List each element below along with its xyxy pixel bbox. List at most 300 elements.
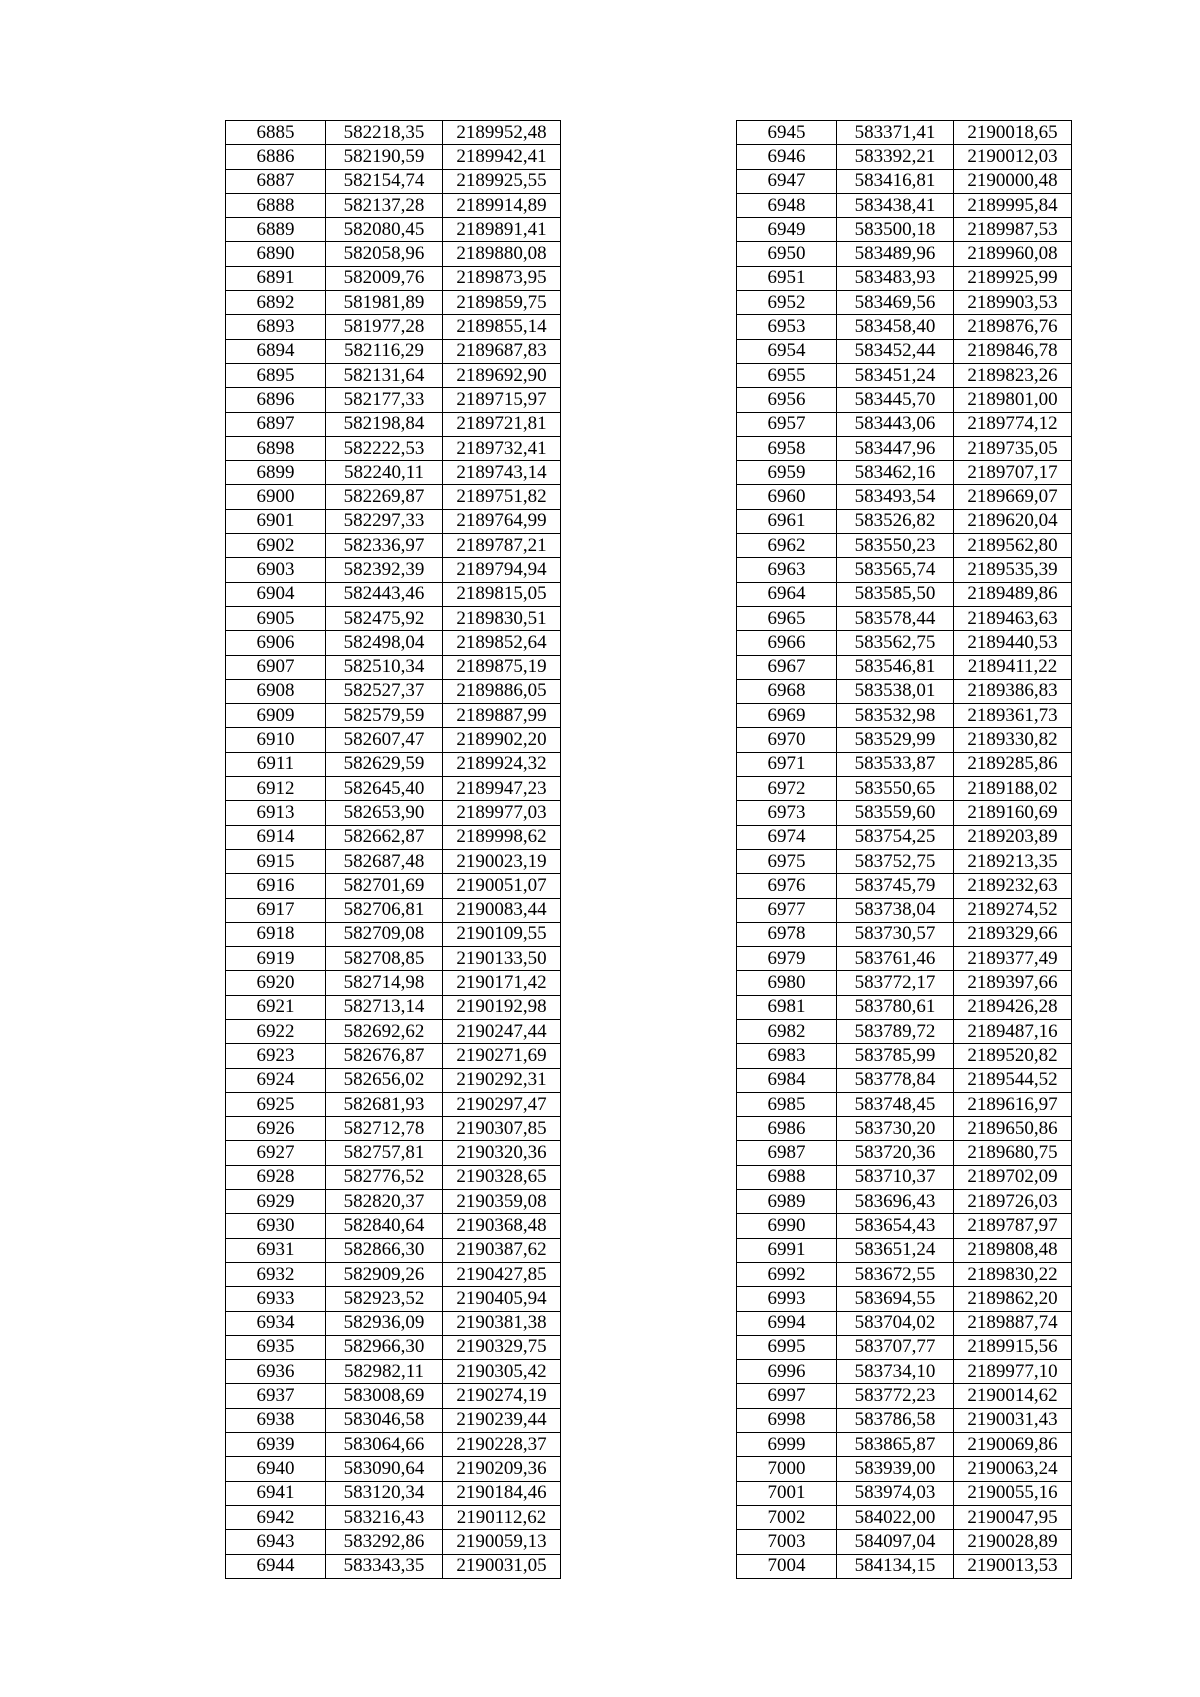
x-coordinate-cell: 582510,34	[326, 655, 443, 679]
table-row	[226, 1530, 561, 1554]
x-coordinate-cell: 583696,43	[837, 1190, 954, 1214]
table-row	[737, 704, 1072, 728]
x-coordinate-cell: 583550,65	[837, 777, 954, 801]
point-number-cell: 6936	[226, 1360, 326, 1384]
point-number-cell: 6892	[226, 291, 326, 315]
point-number-cell: 6983	[737, 1044, 837, 1068]
y-coordinate-cell: 2189915,56	[954, 1335, 1072, 1359]
y-coordinate-cell: 2189977,03	[443, 801, 561, 825]
table-row	[737, 242, 1072, 266]
y-coordinate-cell: 2189616,97	[954, 1092, 1072, 1116]
x-coordinate-cell: 583292,86	[326, 1530, 443, 1554]
x-coordinate-cell: 582527,37	[326, 679, 443, 703]
x-coordinate-cell: 583772,23	[837, 1384, 954, 1408]
table-row	[226, 1360, 561, 1384]
y-coordinate-cell: 2189213,35	[954, 849, 1072, 873]
y-coordinate-cell: 2190013,53	[954, 1554, 1072, 1578]
point-number-cell: 6902	[226, 534, 326, 558]
point-number-cell: 6977	[737, 898, 837, 922]
table-row	[737, 1117, 1072, 1141]
point-number-cell: 6963	[737, 558, 837, 582]
point-number-cell: 6916	[226, 874, 326, 898]
x-coordinate-cell: 583532,98	[837, 704, 954, 728]
x-coordinate-cell: 582645,40	[326, 777, 443, 801]
point-number-cell: 6975	[737, 849, 837, 873]
y-coordinate-cell: 2189925,99	[954, 266, 1072, 290]
y-coordinate-cell: 2190083,44	[443, 898, 561, 922]
y-coordinate-cell: 2189846,78	[954, 339, 1072, 363]
point-number-cell: 6988	[737, 1165, 837, 1189]
table-row	[737, 461, 1072, 485]
table-row	[737, 655, 1072, 679]
x-coordinate-cell: 583216,43	[326, 1505, 443, 1529]
x-coordinate-cell: 582709,08	[326, 922, 443, 946]
y-coordinate-cell: 2189743,14	[443, 461, 561, 485]
point-number-cell: 6913	[226, 801, 326, 825]
point-number-cell: 6985	[737, 1092, 837, 1116]
point-number-cell: 6915	[226, 849, 326, 873]
point-number-cell: 6899	[226, 461, 326, 485]
table-row	[226, 266, 561, 290]
point-number-cell: 6924	[226, 1068, 326, 1092]
y-coordinate-cell: 2190292,31	[443, 1068, 561, 1092]
x-coordinate-cell: 583483,93	[837, 266, 954, 290]
table-row	[226, 995, 561, 1019]
point-number-cell: 6907	[226, 655, 326, 679]
x-coordinate-cell: 582676,87	[326, 1044, 443, 1068]
point-number-cell: 6901	[226, 509, 326, 533]
y-coordinate-cell: 2189903,53	[954, 291, 1072, 315]
table-row	[226, 898, 561, 922]
x-coordinate-cell: 583785,99	[837, 1044, 954, 1068]
point-number-cell: 7000	[737, 1457, 837, 1481]
table-row	[737, 1481, 1072, 1505]
table-row	[226, 461, 561, 485]
x-coordinate-cell: 582701,69	[326, 874, 443, 898]
x-coordinate-cell: 583447,96	[837, 436, 954, 460]
point-number-cell: 6933	[226, 1287, 326, 1311]
y-coordinate-cell: 2189702,09	[954, 1165, 1072, 1189]
y-coordinate-cell: 2189925,55	[443, 169, 561, 193]
x-coordinate-cell: 583443,06	[837, 412, 954, 436]
table-row	[226, 1408, 561, 1432]
x-coordinate-cell: 583546,81	[837, 655, 954, 679]
y-coordinate-cell: 2189830,51	[443, 606, 561, 630]
table-row	[226, 704, 561, 728]
y-coordinate-cell: 2189620,04	[954, 509, 1072, 533]
point-number-cell: 6943	[226, 1530, 326, 1554]
point-number-cell: 6944	[226, 1554, 326, 1578]
y-coordinate-cell: 2190047,95	[954, 1505, 1072, 1529]
point-number-cell: 6895	[226, 363, 326, 387]
point-number-cell: 6914	[226, 825, 326, 849]
y-coordinate-cell: 2190271,69	[443, 1044, 561, 1068]
point-number-cell: 6950	[737, 242, 837, 266]
x-coordinate-cell: 582714,98	[326, 971, 443, 995]
table-row	[737, 1311, 1072, 1335]
y-coordinate-cell: 2190307,85	[443, 1117, 561, 1141]
y-coordinate-cell: 2190274,19	[443, 1384, 561, 1408]
y-coordinate-cell: 2190427,85	[443, 1262, 561, 1286]
point-number-cell: 7001	[737, 1481, 837, 1505]
x-coordinate-cell: 582080,45	[326, 218, 443, 242]
table-row	[226, 1384, 561, 1408]
table-row	[737, 1457, 1072, 1481]
table-row	[737, 874, 1072, 898]
table-row	[226, 169, 561, 193]
point-number-cell: 6981	[737, 995, 837, 1019]
x-coordinate-cell: 582475,92	[326, 606, 443, 630]
y-coordinate-cell: 2189692,90	[443, 363, 561, 387]
point-number-cell: 6974	[737, 825, 837, 849]
x-coordinate-cell: 583654,43	[837, 1214, 954, 1238]
point-number-cell: 6995	[737, 1335, 837, 1359]
x-coordinate-cell: 583754,25	[837, 825, 954, 849]
point-number-cell: 6922	[226, 1019, 326, 1043]
point-number-cell: 6923	[226, 1044, 326, 1068]
y-coordinate-cell: 2189377,49	[954, 947, 1072, 971]
x-coordinate-cell: 582840,64	[326, 1214, 443, 1238]
point-number-cell: 6938	[226, 1408, 326, 1432]
x-coordinate-cell: 582629,59	[326, 752, 443, 776]
x-coordinate-cell: 582392,39	[326, 558, 443, 582]
point-number-cell: 6889	[226, 218, 326, 242]
y-coordinate-cell: 2189715,97	[443, 388, 561, 412]
table-row	[226, 1311, 561, 1335]
x-coordinate-cell: 582982,11	[326, 1360, 443, 1384]
point-number-cell: 6954	[737, 339, 837, 363]
point-number-cell: 6971	[737, 752, 837, 776]
point-number-cell: 6931	[226, 1238, 326, 1262]
point-number-cell: 6956	[737, 388, 837, 412]
point-number-cell: 6935	[226, 1335, 326, 1359]
x-coordinate-cell: 583008,69	[326, 1384, 443, 1408]
x-coordinate-cell: 583710,37	[837, 1165, 954, 1189]
y-coordinate-cell: 2190228,37	[443, 1433, 561, 1457]
y-coordinate-cell: 2189862,20	[954, 1287, 1072, 1311]
table-row	[226, 1214, 561, 1238]
table-row	[737, 631, 1072, 655]
table-row	[226, 874, 561, 898]
x-coordinate-cell: 582154,74	[326, 169, 443, 193]
point-number-cell: 6910	[226, 728, 326, 752]
table-row	[737, 995, 1072, 1019]
point-number-cell: 6900	[226, 485, 326, 509]
point-number-cell: 6980	[737, 971, 837, 995]
table-row	[737, 1433, 1072, 1457]
x-coordinate-cell: 582757,81	[326, 1141, 443, 1165]
y-coordinate-cell: 2189960,08	[954, 242, 1072, 266]
point-number-cell: 6989	[737, 1190, 837, 1214]
x-coordinate-cell: 583451,24	[837, 363, 954, 387]
point-number-cell: 6903	[226, 558, 326, 582]
point-number-cell: 6996	[737, 1360, 837, 1384]
y-coordinate-cell: 2189942,41	[443, 145, 561, 169]
point-number-cell: 6968	[737, 679, 837, 703]
y-coordinate-cell: 2189411,22	[954, 655, 1072, 679]
point-number-cell: 7002	[737, 1505, 837, 1529]
x-coordinate-cell: 582131,64	[326, 363, 443, 387]
y-coordinate-cell: 2190405,94	[443, 1287, 561, 1311]
y-coordinate-cell: 2190000,48	[954, 169, 1072, 193]
y-coordinate-cell: 2189330,82	[954, 728, 1072, 752]
point-number-cell: 6966	[737, 631, 837, 655]
y-coordinate-cell: 2190239,44	[443, 1408, 561, 1432]
table-row	[226, 558, 561, 582]
point-number-cell: 6930	[226, 1214, 326, 1238]
table-row	[737, 412, 1072, 436]
coordinates-table-right	[736, 120, 1072, 1579]
point-number-cell: 6969	[737, 704, 837, 728]
point-number-cell: 6891	[226, 266, 326, 290]
point-number-cell: 6897	[226, 412, 326, 436]
table-row	[737, 266, 1072, 290]
x-coordinate-cell: 583559,60	[837, 801, 954, 825]
point-number-cell: 6953	[737, 315, 837, 339]
table-row	[226, 679, 561, 703]
x-coordinate-cell: 583694,55	[837, 1287, 954, 1311]
x-coordinate-cell: 582662,87	[326, 825, 443, 849]
y-coordinate-cell: 2189188,02	[954, 777, 1072, 801]
x-coordinate-cell: 582713,14	[326, 995, 443, 1019]
point-number-cell: 6919	[226, 947, 326, 971]
point-number-cell: 6921	[226, 995, 326, 1019]
table-row	[737, 801, 1072, 825]
x-coordinate-cell: 583786,58	[837, 1408, 954, 1432]
y-coordinate-cell: 2189823,26	[954, 363, 1072, 387]
point-number-cell: 6959	[737, 461, 837, 485]
y-coordinate-cell: 2189735,05	[954, 436, 1072, 460]
table-row	[737, 1165, 1072, 1189]
table-row	[737, 1044, 1072, 1068]
table-row	[226, 849, 561, 873]
y-coordinate-cell: 2190171,42	[443, 971, 561, 995]
x-coordinate-cell: 584134,15	[837, 1554, 954, 1578]
table-row	[226, 388, 561, 412]
table-row	[737, 558, 1072, 582]
x-coordinate-cell: 583939,00	[837, 1457, 954, 1481]
table-row	[226, 315, 561, 339]
point-number-cell: 6967	[737, 655, 837, 679]
point-number-cell: 6957	[737, 412, 837, 436]
x-coordinate-cell: 583761,46	[837, 947, 954, 971]
table-row	[226, 655, 561, 679]
point-number-cell: 6909	[226, 704, 326, 728]
point-number-cell: 7003	[737, 1530, 837, 1554]
y-coordinate-cell: 2190247,44	[443, 1019, 561, 1043]
point-number-cell: 6934	[226, 1311, 326, 1335]
table-row	[226, 606, 561, 630]
x-coordinate-cell: 582240,11	[326, 461, 443, 485]
x-coordinate-cell: 584022,00	[837, 1505, 954, 1529]
y-coordinate-cell: 2190320,36	[443, 1141, 561, 1165]
point-number-cell: 6911	[226, 752, 326, 776]
table-row	[226, 145, 561, 169]
y-coordinate-cell: 2189995,84	[954, 193, 1072, 217]
table-row	[737, 606, 1072, 630]
table-row	[226, 436, 561, 460]
table-row	[737, 1190, 1072, 1214]
point-number-cell: 6960	[737, 485, 837, 509]
point-number-cell: 6917	[226, 898, 326, 922]
table-row	[226, 777, 561, 801]
table-row	[226, 1141, 561, 1165]
table-row	[737, 825, 1072, 849]
table-row	[226, 801, 561, 825]
table-row	[737, 121, 1072, 145]
point-number-cell: 6982	[737, 1019, 837, 1043]
coordinates-table-right-body	[737, 121, 1072, 1579]
x-coordinate-cell: 582579,59	[326, 704, 443, 728]
x-coordinate-cell: 583789,72	[837, 1019, 954, 1043]
point-number-cell: 6906	[226, 631, 326, 655]
table-row	[226, 534, 561, 558]
table-row	[737, 922, 1072, 946]
y-coordinate-cell: 2189987,53	[954, 218, 1072, 242]
table-row	[737, 218, 1072, 242]
point-number-cell: 6888	[226, 193, 326, 217]
y-coordinate-cell: 2190359,08	[443, 1190, 561, 1214]
y-coordinate-cell: 2189751,82	[443, 485, 561, 509]
y-coordinate-cell: 2189873,95	[443, 266, 561, 290]
x-coordinate-cell: 583745,79	[837, 874, 954, 898]
table-row	[737, 947, 1072, 971]
table-row	[737, 509, 1072, 533]
table-row	[737, 534, 1072, 558]
point-number-cell: 6998	[737, 1408, 837, 1432]
y-coordinate-cell: 2190023,19	[443, 849, 561, 873]
y-coordinate-cell: 2190209,36	[443, 1457, 561, 1481]
x-coordinate-cell: 583452,44	[837, 339, 954, 363]
table-row	[737, 1019, 1072, 1043]
point-number-cell: 6961	[737, 509, 837, 533]
point-number-cell: 6940	[226, 1457, 326, 1481]
point-number-cell: 6979	[737, 947, 837, 971]
point-number-cell: 6970	[737, 728, 837, 752]
y-coordinate-cell: 2189329,66	[954, 922, 1072, 946]
table-row	[226, 485, 561, 509]
table-row	[226, 728, 561, 752]
y-coordinate-cell: 2190018,65	[954, 121, 1072, 145]
x-coordinate-cell: 582936,09	[326, 1311, 443, 1335]
y-coordinate-cell: 2189463,63	[954, 606, 1072, 630]
point-number-cell: 6990	[737, 1214, 837, 1238]
x-coordinate-cell: 583533,87	[837, 752, 954, 776]
x-coordinate-cell: 583120,34	[326, 1481, 443, 1505]
table-row	[737, 1335, 1072, 1359]
point-number-cell: 6994	[737, 1311, 837, 1335]
x-coordinate-cell: 583343,35	[326, 1554, 443, 1578]
x-coordinate-cell: 583865,87	[837, 1433, 954, 1457]
table-row	[226, 1019, 561, 1043]
x-coordinate-cell: 583780,61	[837, 995, 954, 1019]
x-coordinate-cell: 583738,04	[837, 898, 954, 922]
table-row	[226, 971, 561, 995]
x-coordinate-cell: 584097,04	[837, 1530, 954, 1554]
y-coordinate-cell: 2189880,08	[443, 242, 561, 266]
x-coordinate-cell: 582137,28	[326, 193, 443, 217]
y-coordinate-cell: 2189794,94	[443, 558, 561, 582]
point-number-cell: 6925	[226, 1092, 326, 1116]
x-coordinate-cell: 583730,57	[837, 922, 954, 946]
y-coordinate-cell: 2190112,62	[443, 1505, 561, 1529]
point-number-cell: 7004	[737, 1554, 837, 1578]
point-number-cell: 6887	[226, 169, 326, 193]
table-row	[226, 121, 561, 145]
x-coordinate-cell: 583720,36	[837, 1141, 954, 1165]
y-coordinate-cell: 2189669,07	[954, 485, 1072, 509]
x-coordinate-cell: 582708,85	[326, 947, 443, 971]
point-number-cell: 6898	[226, 436, 326, 460]
coordinates-table-left	[225, 120, 561, 1579]
y-coordinate-cell: 2190031,05	[443, 1554, 561, 1578]
table-row	[737, 1141, 1072, 1165]
table-row	[737, 1287, 1072, 1311]
y-coordinate-cell: 2189160,69	[954, 801, 1072, 825]
y-coordinate-cell: 2190059,13	[443, 1530, 561, 1554]
table-row	[737, 1360, 1072, 1384]
y-coordinate-cell: 2190192,98	[443, 995, 561, 1019]
point-number-cell: 6920	[226, 971, 326, 995]
y-coordinate-cell: 2190328,65	[443, 1165, 561, 1189]
table-row	[226, 509, 561, 533]
point-number-cell: 6941	[226, 1481, 326, 1505]
table-row	[226, 218, 561, 242]
table-row	[226, 1117, 561, 1141]
y-coordinate-cell: 2190012,03	[954, 145, 1072, 169]
y-coordinate-cell: 2190051,07	[443, 874, 561, 898]
y-coordinate-cell: 2189886,05	[443, 679, 561, 703]
x-coordinate-cell: 583526,82	[837, 509, 954, 533]
y-coordinate-cell: 2190028,89	[954, 1530, 1072, 1554]
point-number-cell: 6893	[226, 315, 326, 339]
point-number-cell: 6965	[737, 606, 837, 630]
x-coordinate-cell: 583734,10	[837, 1360, 954, 1384]
table-row	[737, 169, 1072, 193]
x-coordinate-cell: 582297,33	[326, 509, 443, 533]
x-coordinate-cell: 582681,93	[326, 1092, 443, 1116]
x-coordinate-cell: 582653,90	[326, 801, 443, 825]
x-coordinate-cell: 583562,75	[837, 631, 954, 655]
y-coordinate-cell: 2189489,86	[954, 582, 1072, 606]
y-coordinate-cell: 2190031,43	[954, 1408, 1072, 1432]
y-coordinate-cell: 2189487,16	[954, 1019, 1072, 1043]
table-row	[737, 145, 1072, 169]
table-row	[226, 631, 561, 655]
x-coordinate-cell: 582656,02	[326, 1068, 443, 1092]
x-coordinate-cell: 583778,84	[837, 1068, 954, 1092]
y-coordinate-cell: 2190329,75	[443, 1335, 561, 1359]
y-coordinate-cell: 2190297,47	[443, 1092, 561, 1116]
x-coordinate-cell: 583500,18	[837, 218, 954, 242]
x-coordinate-cell: 582058,96	[326, 242, 443, 266]
x-coordinate-cell: 583416,81	[837, 169, 954, 193]
point-number-cell: 6926	[226, 1117, 326, 1141]
table-row	[226, 582, 561, 606]
y-coordinate-cell: 2189876,76	[954, 315, 1072, 339]
y-coordinate-cell: 2189285,86	[954, 752, 1072, 776]
table-row	[226, 291, 561, 315]
y-coordinate-cell: 2189764,99	[443, 509, 561, 533]
y-coordinate-cell: 2189891,41	[443, 218, 561, 242]
y-coordinate-cell: 2189830,22	[954, 1262, 1072, 1286]
table-row	[737, 1068, 1072, 1092]
x-coordinate-cell: 582190,59	[326, 145, 443, 169]
table-row	[226, 242, 561, 266]
point-number-cell: 6937	[226, 1384, 326, 1408]
table-row	[737, 728, 1072, 752]
x-coordinate-cell: 583371,41	[837, 121, 954, 145]
